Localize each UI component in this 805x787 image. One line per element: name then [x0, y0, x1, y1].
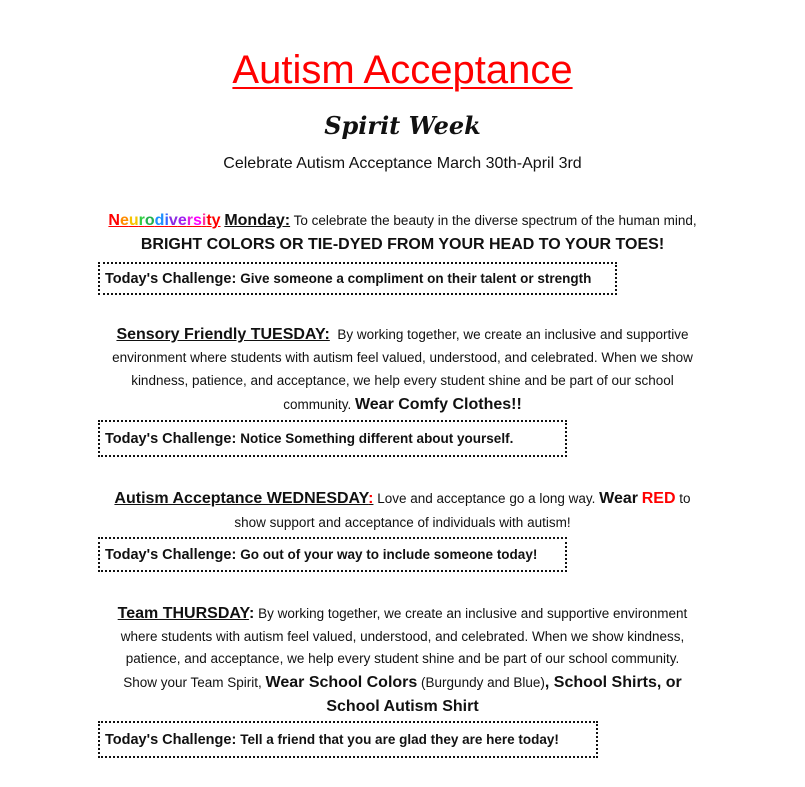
subtitle: Spirit Week [324, 111, 481, 140]
tuesday-text-3: kindness, patience, and acceptance, we help every student shine and be part of our school [131, 373, 674, 388]
tuesday-text-2: environment where students with autism feel valued, understood, and celebrated. When we show [112, 350, 693, 365]
wednesday-text: Love and acceptance go a long way. [377, 491, 596, 506]
tuesday-intro [0, 325, 805, 345]
rainbow-letter: t [206, 212, 212, 229]
thursday-text-2: where students with autism feel valued, understood, and celebrated. When we show kindness, [120, 629, 685, 644]
rainbow-letter: e [119, 212, 129, 229]
tuesday-text: By working together, we create an inclusive and supportive [337, 327, 689, 342]
monday-text: To celebrate the beauty in the diverse spectrum of the human mind, [293, 213, 697, 228]
rainbow-letter: y [211, 212, 221, 229]
rainbow-letter: e [177, 212, 187, 229]
rainbow-letter: v [168, 212, 178, 229]
challenge-text: Tell a friend that you are glad they are here today! [240, 732, 559, 747]
wednesday-red: RED [641, 490, 676, 507]
challenge-label: Today's Challenge: [105, 731, 237, 748]
thursday-text: By working together, we create an inclusive and supportive environment [258, 606, 688, 621]
wednesday-colon: : [368, 490, 374, 507]
monday-intro [0, 211, 805, 231]
thursday-text-4 [0, 673, 805, 693]
rainbow-letter: d [154, 212, 165, 229]
thursday-colon: : [248, 605, 255, 622]
challenge-text: Notice Something different about yourself. [240, 431, 514, 446]
challenge-label: Today's Challenge: [105, 430, 237, 447]
thursday-colors: Wear School Colors [265, 674, 418, 691]
thursday-colors-note: (Burgundy and Blue) [421, 675, 545, 690]
wednesday-to: to [679, 491, 691, 506]
tuesday-challenge-box [98, 420, 567, 457]
wednesday-text-2: show support and acceptance of individuals with autism! [234, 515, 571, 530]
date-range: Celebrate Autism Acceptance March 30th-April 3rd [223, 155, 582, 172]
wednesday-wear: Wear [599, 490, 638, 507]
challenge-label: Today's Challenge: [105, 546, 237, 563]
rainbow-letter: N [108, 212, 120, 229]
wednesday-heading [114, 490, 373, 507]
challenge-label: Today's Challenge: [105, 270, 237, 287]
rainbow-letter: r [138, 212, 145, 229]
rainbow-letter: s [192, 212, 202, 229]
monday-heading-rainbow [108, 212, 220, 229]
page-title: Autism Acceptance [232, 48, 573, 92]
thursday-text-3: patience, and acceptance, we help every student shine and be part of our school community. [125, 651, 680, 666]
thursday-autism-shirt: School Autism Shirt [326, 698, 479, 715]
rainbow-letter: r [186, 212, 193, 229]
monday-challenge-box [98, 262, 617, 295]
thursday-heading: Team THURSDAY [117, 605, 249, 622]
challenge-text: Go out of your way to include someone today! [240, 547, 538, 562]
tuesday-dress: Wear Comfy Clothes!! [354, 396, 522, 413]
rainbow-letter: o [144, 212, 155, 229]
rainbow-letter: u [128, 212, 139, 229]
wednesday-challenge-box [98, 537, 567, 572]
monday-dress: BRIGHT COLORS OR TIE-DYED FROM YOUR HEAD TO YOUR TOES! [140, 236, 665, 253]
tuesday-text-4a: community. [283, 397, 352, 412]
thursday-challenge-box [98, 721, 598, 758]
thursday-intro [0, 604, 805, 624]
tuesday-text-4 [0, 395, 805, 415]
rainbow-letter: i [164, 212, 169, 229]
wednesday-intro [0, 489, 805, 509]
wednesday-heading-text: Autism Acceptance WEDNESDAY [114, 490, 369, 507]
thursday-shirts: , School Shirts, or [544, 674, 682, 691]
tuesday-heading: Sensory Friendly TUESDAY: [116, 326, 330, 343]
monday-heading: Monday: [224, 212, 291, 229]
thursday-spirit: Show your Team Spirit, [123, 675, 262, 690]
challenge-text: Give someone a compliment on their talent or strength [240, 271, 592, 286]
rainbow-letter: i [201, 212, 207, 229]
